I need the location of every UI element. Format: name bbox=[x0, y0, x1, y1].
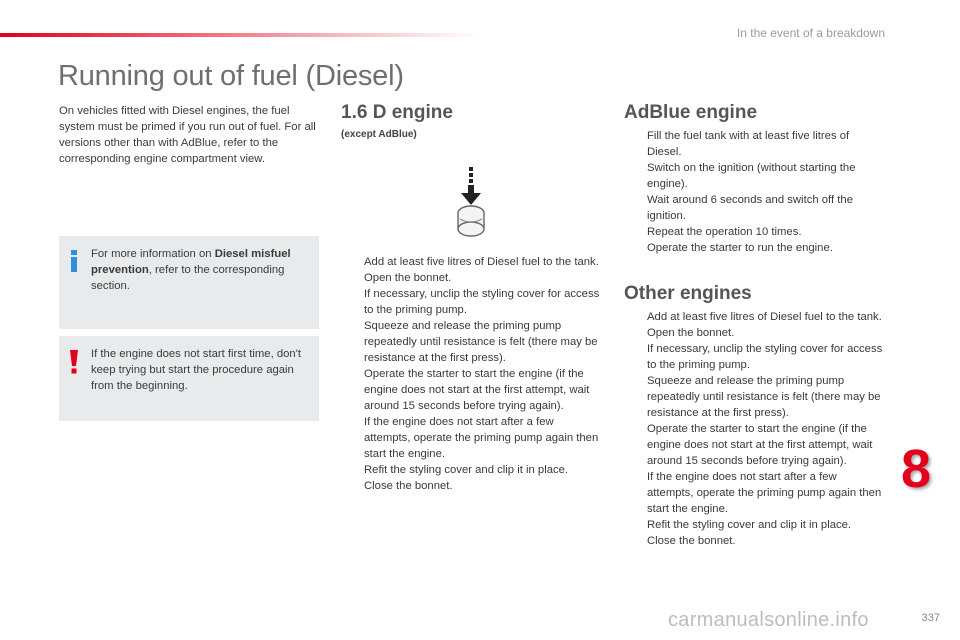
info-box-bold-term: Diesel misfuel prevention bbox=[91, 248, 291, 276]
watermark: carmanualsonline.info bbox=[668, 609, 869, 631]
list-item: Refit the styling cover and clip it in place. bbox=[364, 464, 569, 476]
info-box-text: For more information on Diesel misfuel prevention, refer to the corresponding section. bbox=[91, 248, 291, 292]
list-item: Close the bonnet. bbox=[647, 535, 736, 547]
list-item: Fill the fuel tank with at least five litres of Diesel. bbox=[647, 130, 850, 158]
list-item: Add at least five litres of Diesel fuel to the tank. bbox=[364, 256, 599, 268]
list-item: Squeeze and release the priming pump repeatedly until resistance is felt (there may be resistance at the first press). bbox=[364, 320, 598, 364]
list-item: If necessary, unclip the styling cover for access to the priming pump. bbox=[647, 343, 883, 371]
chapter-number-badge: 8 bbox=[901, 439, 932, 499]
list-item: Repeat the operation 10 times. bbox=[647, 226, 802, 238]
warning-box bbox=[59, 336, 319, 421]
list-item: Squeeze and release the priming pump repeatedly until resistance is felt (there may be resistance at the first press). bbox=[647, 375, 881, 419]
list-item: Close the bonnet. bbox=[364, 480, 453, 492]
info-box bbox=[59, 236, 319, 329]
list-item: Operate the starter to run the engine. bbox=[647, 242, 833, 254]
warning-icon bbox=[68, 350, 80, 379]
steps-list-other bbox=[624, 309, 886, 549]
list-item: If the engine does not start after a few attempts, operate the priming pump again then start the engine. bbox=[364, 416, 599, 460]
list-item: If necessary, unclip the styling cover for access to the priming pump. bbox=[364, 288, 600, 316]
page-title: Running out of fuel (Diesel) bbox=[58, 60, 404, 92]
page-number: 337 bbox=[921, 612, 940, 624]
section-title-other: Other engines bbox=[624, 283, 752, 304]
priming-pump-icon bbox=[452, 163, 490, 246]
info-icon bbox=[68, 250, 80, 277]
list-item: Open the bonnet. bbox=[364, 272, 452, 284]
list-item: Wait around 6 seconds and switch off the ignition. bbox=[647, 194, 853, 222]
steps-list-16d bbox=[341, 254, 601, 494]
chapter-title: In the event of a breakdown bbox=[736, 26, 885, 40]
list-item: If the engine does not start after a few attempts, operate the priming pump again then start the engine. bbox=[647, 471, 882, 515]
list-item: Operate the starter to start the engine (if the engine does not start at the first attempt, wait around 15 seconds before trying again). bbox=[364, 368, 590, 412]
warning-box-text: If the engine does not start first time, don't keep trying but start the procedure again from the beginning. bbox=[91, 348, 302, 392]
list-item: Switch on the ignition (without starting the engine). bbox=[647, 162, 856, 190]
section-title-adblue: AdBlue engine bbox=[624, 102, 758, 123]
list-item: Open the bonnet. bbox=[647, 327, 735, 339]
list-item: Add at least five litres of Diesel fuel to the tank. bbox=[647, 311, 882, 323]
section-title-16d: 1.6 D engine bbox=[341, 102, 453, 123]
list-item: Operate the starter to start the engine (if the engine does not start at the first attempt, wait around 15 seconds before trying again). bbox=[647, 423, 873, 467]
steps-list-adblue bbox=[624, 128, 886, 256]
intro-paragraph: On vehicles fitted with Diesel engines, the fuel system must be primed if you run out of fuel. For all versions other than with AdBlue, refer to the corresponding engine compartment view. bbox=[59, 105, 316, 165]
list-item: Refit the styling cover and clip it in place. bbox=[647, 519, 852, 531]
header-accent-bar bbox=[0, 33, 480, 37]
section-subtitle-16d: (except AdBlue) bbox=[341, 129, 417, 140]
